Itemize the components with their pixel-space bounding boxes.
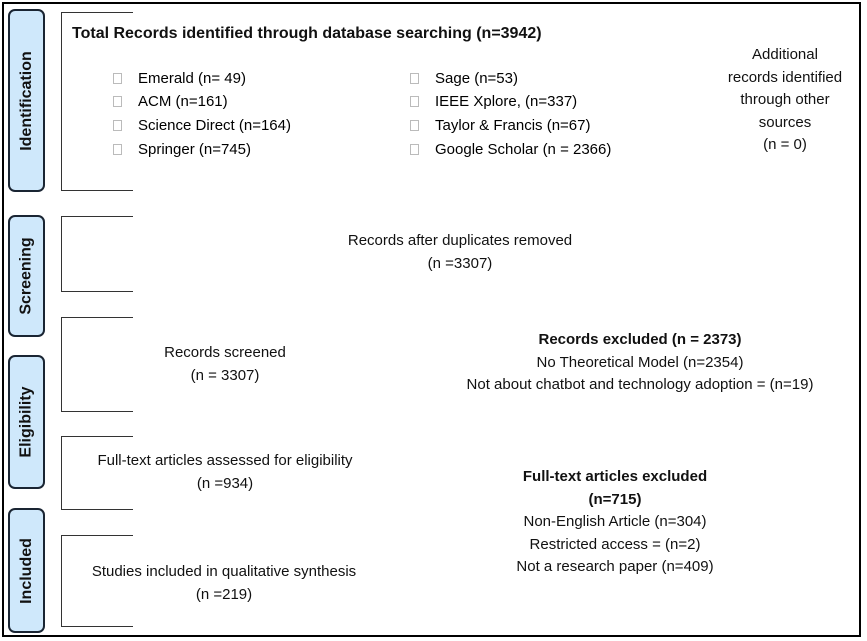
bullet-icon	[113, 144, 122, 155]
studies-included: Studies included in qualitative synthesis (n =219)	[91, 563, 357, 603]
source-item: ACM (n=161)	[113, 91, 228, 113]
stage-identification	[8, 9, 45, 192]
identification-title: Total Records identified through database searching (n=3942)	[72, 25, 542, 42]
stage-label: Included	[17, 537, 35, 604]
bullet-icon	[410, 120, 419, 131]
records-excluded: Records excluded (n = 2373) No Theoretical Model (n=2354) Not about chatbot and technology adoption = (n=19)	[420, 329, 860, 397]
bracket-screening	[61, 216, 133, 292]
records-screened: Records screened (n = 3307)	[164, 344, 286, 384]
stage-screening	[8, 215, 45, 337]
stage-label: Eligibility	[17, 386, 35, 458]
records-excluded-title: Records excluded (n = 2373)	[538, 331, 742, 348]
source-item: Emerald (n= 49)	[113, 68, 246, 90]
bullet-icon	[410, 144, 419, 155]
bullet-icon	[113, 73, 122, 84]
fulltext-assessed: Full-text articles assessed for eligibility (n =934)	[97, 452, 353, 492]
source-item: Springer (n=745)	[113, 139, 251, 161]
stage-label: Screening	[17, 237, 35, 315]
bullet-icon	[410, 96, 419, 107]
stage-included	[8, 508, 45, 633]
bullet-icon	[113, 96, 122, 107]
source-item: Science Direct (n=164)	[113, 115, 291, 137]
source-item: Sage (n=53)	[410, 68, 518, 90]
bullet-icon	[113, 120, 122, 131]
records-after-duplicates: Records after duplicates removed (n =3307)	[347, 232, 573, 272]
stage-label: Identification	[17, 50, 35, 151]
bracket-records-screened	[61, 317, 133, 412]
bullet-icon	[410, 73, 419, 84]
stage-eligibility	[8, 355, 45, 489]
fulltext-excluded: Full-text articles excluded (n=715) Non-English Article (n=304) Restricted access = (n=2) Not a research paper (n=409)	[516, 468, 714, 575]
source-item: Google Scholar (n = 2366)	[410, 139, 611, 161]
source-item: Taylor & Francis (n=67)	[410, 115, 590, 137]
source-item: IEEE Xplore, (n=337)	[410, 91, 577, 113]
additional-records: Additional records identified through other sources (n = 0)	[727, 46, 843, 153]
